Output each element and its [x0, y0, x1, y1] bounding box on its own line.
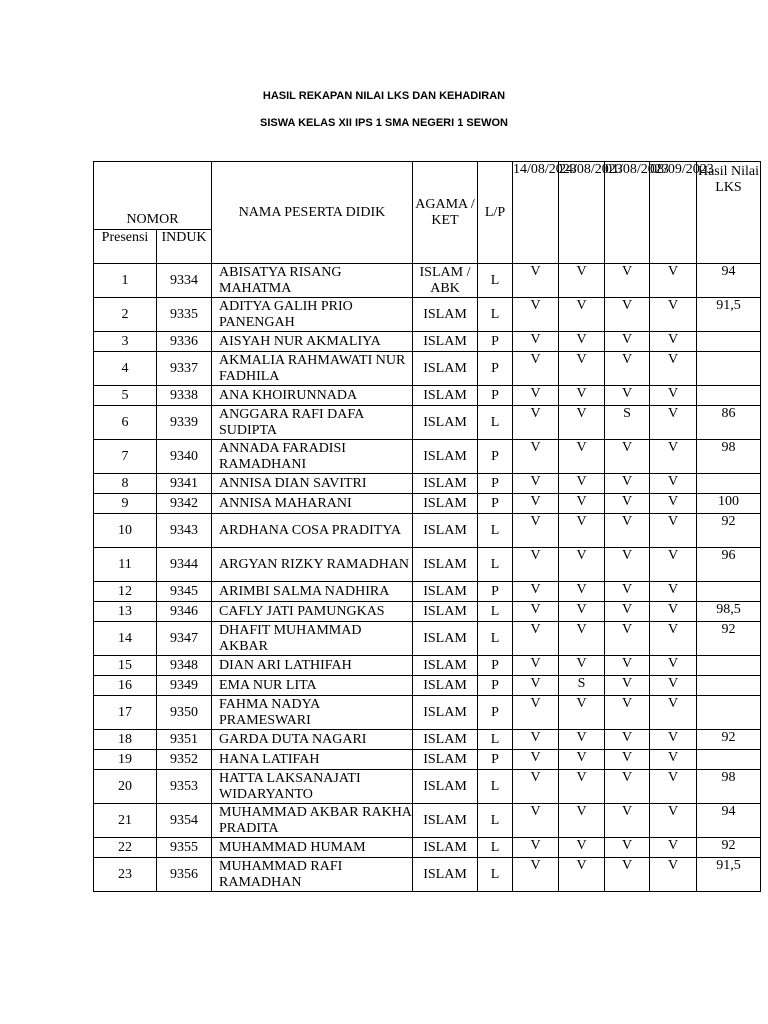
cell-att-4: V [650, 858, 697, 892]
cell-agama: ISLAM [413, 386, 478, 406]
cell-att-3: V [605, 298, 650, 332]
cell-att-4: V [650, 494, 697, 514]
table-row [94, 770, 761, 804]
cell-induk: 9352 [157, 750, 212, 770]
header-date-4: 08/09/2023 [650, 162, 697, 264]
cell-att-1: V [513, 514, 559, 548]
cell-nilai [697, 386, 761, 406]
cell-att-2: V [559, 440, 605, 474]
cell-att-3: V [605, 804, 650, 838]
cell-att-3: V [605, 622, 650, 656]
cell-nama: MUHAMMAD RAFI RAMADHAN [212, 858, 413, 892]
cell-agama: ISLAM [413, 602, 478, 622]
cell-nama: ABISATYA RISANG MAHATMA [212, 264, 413, 298]
cell-nama: GARDA DUTA NAGARI [212, 730, 413, 750]
cell-nilai: 91,5 [697, 298, 761, 332]
cell-att-2: V [559, 730, 605, 750]
cell-att-3: V [605, 858, 650, 892]
cell-lp: P [478, 582, 513, 602]
cell-att-2: V [559, 494, 605, 514]
cell-no: 6 [94, 406, 157, 440]
cell-att-3: V [605, 352, 650, 386]
cell-att-1: V [513, 858, 559, 892]
cell-att-3: V [605, 440, 650, 474]
cell-nama: HATTA LAKSANAJATI WIDARYANTO [212, 770, 413, 804]
cell-nilai: 98 [697, 770, 761, 804]
cell-induk: 9345 [157, 582, 212, 602]
cell-agama: ISLAM [413, 548, 478, 582]
cell-att-3: V [605, 730, 650, 750]
cell-agama: ISLAM [413, 770, 478, 804]
cell-induk: 9356 [157, 858, 212, 892]
cell-att-3: V [605, 602, 650, 622]
table-row [94, 474, 761, 494]
cell-nilai [697, 676, 761, 696]
cell-nilai: 92 [697, 622, 761, 656]
cell-att-2: V [559, 332, 605, 352]
cell-induk: 9338 [157, 386, 212, 406]
cell-lp: L [478, 406, 513, 440]
cell-nilai: 92 [697, 838, 761, 858]
table-row [94, 676, 761, 696]
cell-att-4: V [650, 602, 697, 622]
cell-nilai [697, 582, 761, 602]
table-row [94, 494, 761, 514]
table-row [94, 750, 761, 770]
table-row [94, 696, 761, 730]
cell-lp: P [478, 696, 513, 730]
cell-induk: 9350 [157, 696, 212, 730]
cell-att-1: V [513, 332, 559, 352]
cell-att-1: V [513, 696, 559, 730]
table-row [94, 804, 761, 838]
cell-nama: ADITYA GALIH PRIO PANENGAH [212, 298, 413, 332]
table-row [94, 514, 761, 548]
cell-no: 23 [94, 858, 157, 892]
cell-induk: 9349 [157, 676, 212, 696]
cell-no: 15 [94, 656, 157, 676]
cell-att-1: V [513, 440, 559, 474]
cell-lp: L [478, 770, 513, 804]
header-presensi: Presensi [94, 230, 157, 264]
cell-induk: 9342 [157, 494, 212, 514]
cell-att-4: V [650, 730, 697, 750]
cell-att-2: V [559, 406, 605, 440]
cell-att-1: V [513, 582, 559, 602]
cell-no: 21 [94, 804, 157, 838]
cell-att-2: V [559, 858, 605, 892]
cell-lp: L [478, 730, 513, 750]
cell-induk: 9346 [157, 602, 212, 622]
cell-att-2: V [559, 770, 605, 804]
cell-att-3: V [605, 474, 650, 494]
cell-induk: 9344 [157, 548, 212, 582]
cell-att-4: V [650, 386, 697, 406]
cell-lp: L [478, 622, 513, 656]
cell-nilai: 98,5 [697, 602, 761, 622]
page-title: HASIL REKAPAN NILAI LKS DAN KEHADIRAN [262, 90, 506, 102]
table-row [94, 406, 761, 440]
cell-nilai: 92 [697, 514, 761, 548]
cell-lp: P [478, 352, 513, 386]
header-date-2: 24/08/2023 [559, 162, 605, 264]
cell-no: 3 [94, 332, 157, 352]
cell-nama: ANNISA MAHARANI [212, 494, 413, 514]
cell-nama: AISYAH NUR AKMALIYA [212, 332, 413, 352]
cell-induk: 9335 [157, 298, 212, 332]
cell-induk: 9336 [157, 332, 212, 352]
cell-att-4: V [650, 676, 697, 696]
cell-agama: ISLAM [413, 804, 478, 838]
cell-att-2: V [559, 474, 605, 494]
cell-nilai: 100 [697, 494, 761, 514]
cell-nilai [697, 750, 761, 770]
cell-att-3: V [605, 656, 650, 676]
cell-agama: ISLAM [413, 858, 478, 892]
cell-lp: L [478, 548, 513, 582]
cell-att-3: V [605, 696, 650, 730]
cell-no: 16 [94, 676, 157, 696]
cell-agama: ISLAM [413, 656, 478, 676]
table-row [94, 656, 761, 676]
cell-lp: L [478, 298, 513, 332]
cell-lp: L [478, 602, 513, 622]
cell-lp: L [478, 514, 513, 548]
cell-induk: 9343 [157, 514, 212, 548]
cell-att-3: V [605, 332, 650, 352]
cell-induk: 9348 [157, 656, 212, 676]
cell-att-2: V [559, 298, 605, 332]
cell-agama: ISLAM [413, 514, 478, 548]
table-row [94, 386, 761, 406]
cell-agama: ISLAM [413, 352, 478, 386]
header-nama: NAMA PESERTA DIDIK [212, 162, 413, 264]
cell-att-2: V [559, 750, 605, 770]
cell-nama: ANA KHOIRUNNADA [212, 386, 413, 406]
cell-lp: P [478, 440, 513, 474]
cell-nama: EMA NUR LITA [212, 676, 413, 696]
cell-induk: 9354 [157, 804, 212, 838]
cell-att-4: V [650, 406, 697, 440]
cell-att-2: V [559, 838, 605, 858]
cell-att-3: S [605, 406, 650, 440]
cell-agama: ISLAM [413, 696, 478, 730]
table-row [94, 838, 761, 858]
cell-agama: ISLAM [413, 332, 478, 352]
header-induk: INDUK [157, 230, 212, 264]
cell-nama: MUHAMMAD AKBAR RAKHA PRADITA [212, 804, 413, 838]
cell-no: 12 [94, 582, 157, 602]
cell-induk: 9347 [157, 622, 212, 656]
cell-nama: ANGGARA RAFI DAFA SUDIPTA [212, 406, 413, 440]
cell-nama: ARDHANA COSA PRADITYA [212, 514, 413, 548]
cell-nama: AKMALIA RAHMAWATI NUR FADHILA [212, 352, 413, 386]
cell-lp: P [478, 750, 513, 770]
cell-att-4: V [650, 264, 697, 298]
cell-att-1: V [513, 386, 559, 406]
cell-agama: ISLAM [413, 474, 478, 494]
cell-induk: 9341 [157, 474, 212, 494]
cell-lp: P [478, 494, 513, 514]
table-row [94, 582, 761, 602]
cell-nilai: 86 [697, 406, 761, 440]
cell-nama: HANA LATIFAH [212, 750, 413, 770]
cell-no: 18 [94, 730, 157, 750]
header-lp: L/P [478, 162, 513, 264]
cell-nama: CAFLY JATI PAMUNGKAS [212, 602, 413, 622]
cell-att-1: V [513, 770, 559, 804]
cell-agama: ISLAM [413, 298, 478, 332]
recap-table [93, 161, 761, 892]
cell-no: 1 [94, 264, 157, 298]
cell-induk: 9355 [157, 838, 212, 858]
cell-att-2: V [559, 548, 605, 582]
cell-att-4: V [650, 332, 697, 352]
cell-att-1: V [513, 804, 559, 838]
header-nomor: NOMOR [94, 162, 212, 230]
cell-att-1: V [513, 602, 559, 622]
cell-att-4: V [650, 582, 697, 602]
table-row [94, 264, 761, 298]
cell-lp: L [478, 858, 513, 892]
cell-nilai: 98 [697, 440, 761, 474]
cell-att-4: V [650, 352, 697, 386]
cell-no: 8 [94, 474, 157, 494]
table-row [94, 332, 761, 352]
cell-att-2: V [559, 582, 605, 602]
cell-att-1: V [513, 298, 559, 332]
table-row [94, 298, 761, 332]
table-row [94, 602, 761, 622]
cell-att-3: V [605, 494, 650, 514]
cell-att-2: V [559, 602, 605, 622]
cell-att-2: V [559, 514, 605, 548]
table-row [94, 730, 761, 750]
cell-att-4: V [650, 770, 697, 804]
cell-nilai: 94 [697, 264, 761, 298]
cell-att-3: V [605, 676, 650, 696]
cell-no: 20 [94, 770, 157, 804]
cell-nama: MUHAMMAD HUMAM [212, 838, 413, 858]
cell-agama: ISLAM [413, 838, 478, 858]
cell-no: 7 [94, 440, 157, 474]
cell-att-1: V [513, 656, 559, 676]
cell-nilai [697, 696, 761, 730]
cell-att-3: V [605, 750, 650, 770]
cell-lp: P [478, 676, 513, 696]
cell-agama: ISLAM [413, 750, 478, 770]
table-body [94, 264, 761, 892]
cell-lp: L [478, 804, 513, 838]
cell-att-4: V [650, 656, 697, 676]
header-agama: AGAMA / KET [413, 162, 478, 264]
cell-induk: 9353 [157, 770, 212, 804]
cell-nama: DIAN ARI LATHIFAH [212, 656, 413, 676]
cell-agama: ISLAM [413, 494, 478, 514]
cell-no: 13 [94, 602, 157, 622]
header-date-3: 01/08/2023 [605, 162, 650, 264]
cell-att-2: V [559, 804, 605, 838]
cell-att-2: V [559, 352, 605, 386]
header-hasil: Hasil Nilai LKS [697, 162, 761, 264]
cell-lp: P [478, 474, 513, 494]
cell-lp: P [478, 386, 513, 406]
cell-no: 14 [94, 622, 157, 656]
cell-att-4: V [650, 548, 697, 582]
cell-induk: 9334 [157, 264, 212, 298]
cell-lp: P [478, 656, 513, 676]
table-row [94, 352, 761, 386]
cell-nama: FAHMA NADYA PRAMESWARI [212, 696, 413, 730]
cell-no: 5 [94, 386, 157, 406]
cell-no: 9 [94, 494, 157, 514]
cell-att-3: V [605, 386, 650, 406]
cell-att-4: V [650, 474, 697, 494]
cell-att-3: V [605, 582, 650, 602]
cell-att-3: V [605, 770, 650, 804]
table-row [94, 548, 761, 582]
cell-att-4: V [650, 804, 697, 838]
cell-lp: P [478, 332, 513, 352]
cell-lp: L [478, 838, 513, 858]
cell-att-1: V [513, 352, 559, 386]
cell-att-1: V [513, 676, 559, 696]
cell-no: 10 [94, 514, 157, 548]
cell-nama: ARIMBI SALMA NADHIRA [212, 582, 413, 602]
cell-no: 19 [94, 750, 157, 770]
cell-no: 17 [94, 696, 157, 730]
cell-nama: DHAFIT MUHAMMAD AKBAR [212, 622, 413, 656]
cell-nilai: 96 [697, 548, 761, 582]
cell-att-2: V [559, 386, 605, 406]
table-row [94, 440, 761, 474]
page-subtitle: SISWA KELAS XII IPS 1 SMA NEGERI 1 SEWON [260, 117, 508, 129]
cell-induk: 9340 [157, 440, 212, 474]
header-date-1: 14/08/2023 [513, 162, 559, 264]
cell-att-3: V [605, 264, 650, 298]
cell-att-1: V [513, 730, 559, 750]
cell-att-4: V [650, 838, 697, 858]
cell-no: 11 [94, 548, 157, 582]
cell-agama: ISLAM [413, 676, 478, 696]
cell-att-1: V [513, 548, 559, 582]
cell-nama: ANNADA FARADISI RAMADHANI [212, 440, 413, 474]
cell-nama: ARGYAN RIZKY RAMADHAN [212, 548, 413, 582]
cell-induk: 9351 [157, 730, 212, 750]
cell-att-1: V [513, 264, 559, 298]
cell-att-1: V [513, 474, 559, 494]
cell-nilai: 92 [697, 730, 761, 750]
cell-no: 4 [94, 352, 157, 386]
cell-nilai: 94 [697, 804, 761, 838]
cell-att-1: V [513, 494, 559, 514]
cell-att-2: S [559, 676, 605, 696]
cell-agama: ISLAM [413, 582, 478, 602]
table-row [94, 858, 761, 892]
cell-induk: 9337 [157, 352, 212, 386]
cell-nilai [697, 332, 761, 352]
cell-no: 22 [94, 838, 157, 858]
cell-agama: ISLAM [413, 622, 478, 656]
cell-att-2: V [559, 622, 605, 656]
cell-att-1: V [513, 406, 559, 440]
cell-induk: 9339 [157, 406, 212, 440]
cell-nama: ANNISA DIAN SAVITRI [212, 474, 413, 494]
cell-att-2: V [559, 696, 605, 730]
cell-att-4: V [650, 440, 697, 474]
cell-att-3: V [605, 838, 650, 858]
cell-att-1: V [513, 750, 559, 770]
cell-att-1: V [513, 622, 559, 656]
cell-no: 2 [94, 298, 157, 332]
cell-att-4: V [650, 298, 697, 332]
cell-agama: ISLAM [413, 730, 478, 750]
cell-att-2: V [559, 264, 605, 298]
cell-att-4: V [650, 514, 697, 548]
cell-nilai: 91,5 [697, 858, 761, 892]
cell-att-4: V [650, 750, 697, 770]
cell-att-3: V [605, 514, 650, 548]
cell-agama: ISLAM [413, 406, 478, 440]
cell-nilai [697, 474, 761, 494]
cell-agama: ISLAM / ABK [413, 264, 478, 298]
cell-att-4: V [650, 696, 697, 730]
cell-nilai [697, 352, 761, 386]
cell-att-3: V [605, 548, 650, 582]
cell-nilai [697, 656, 761, 676]
cell-att-2: V [559, 656, 605, 676]
cell-agama: ISLAM [413, 440, 478, 474]
cell-lp: L [478, 264, 513, 298]
table-row [94, 622, 761, 656]
cell-att-4: V [650, 622, 697, 656]
cell-att-1: V [513, 838, 559, 858]
